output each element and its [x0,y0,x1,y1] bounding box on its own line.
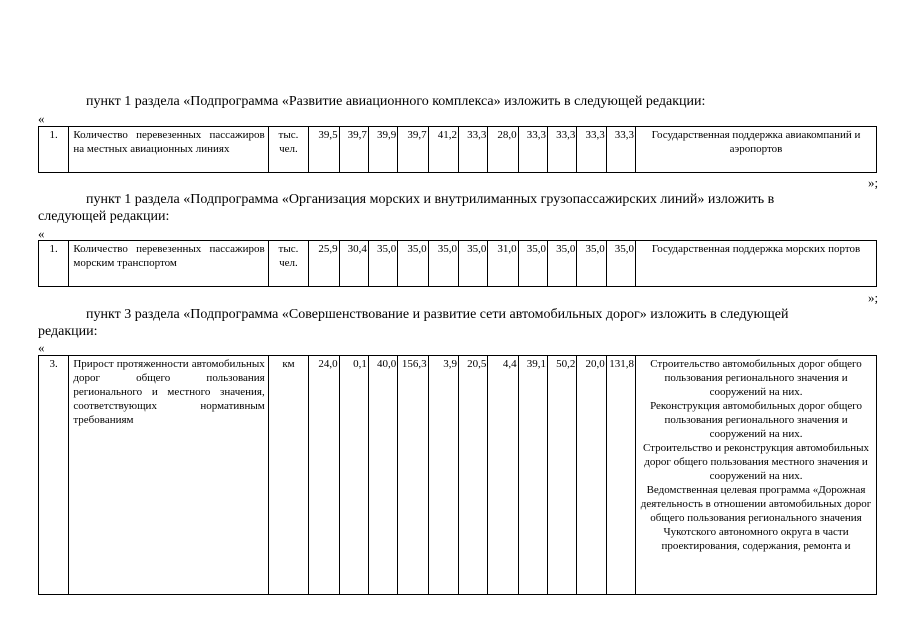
value-cell: 33,3 [458,127,487,173]
value-cell: 35,0 [458,241,487,287]
section1-table [38,126,877,173]
value-cell: 0,1 [339,356,368,595]
indicator-name: Прирост протяженности автомобильных дорог общего пользования регионального и местного значения, соответствующих нормативным требованиям [69,356,268,595]
value-cell: 33,3 [577,127,606,173]
section1-close-quote: »; [868,175,879,190]
value-cell: 39,5 [309,127,339,173]
value-cell: 39,1 [518,356,547,595]
measure-item: Ведомственная целевая программа «Дорожная деятельность в отношении автомобильных дорог общего пользования регионального значения Чукотского автономного округа в части проектирования, содержания, ремонта и [640,484,872,552]
value-cell: 33,3 [606,127,635,173]
value-cell: 39,7 [339,127,368,173]
value-cell: 40,0 [368,356,397,595]
section1-open-quote: « [38,111,45,126]
value-cell: 50,2 [548,356,577,595]
measures-cell: Государственная поддержка морских портов [636,241,877,287]
indicator-name: Количество перевезенных пассажиров морским транспортом [69,241,268,287]
section3-intro-line2: редакции: [38,324,98,339]
row-number: 1. [39,241,69,287]
section3-intro-line1: пункт 3 раздела «Подпрограмма «Совершенствование и развитие сети автомобильных дорог» изложить в следующей [86,307,789,322]
section2-close-quote: »; [868,290,879,305]
table-row [39,127,877,173]
measure-item: Реконструкция автомобильных дорог общего пользования регионального значения и сооружений на них. [650,400,862,440]
measures-cell [636,356,877,595]
value-cell: 156,3 [398,356,428,595]
value-cell: 33,3 [548,127,577,173]
value-cell: 35,0 [398,241,428,287]
value-cell: 20,5 [458,356,487,595]
value-cell: 35,0 [518,241,547,287]
value-cell: 131,8 [606,356,635,595]
table-row [39,356,877,595]
value-cell: 25,9 [309,241,339,287]
section2-table [38,240,877,287]
value-cell: 33,3 [518,127,547,173]
indicator-name: Количество перевезенных пассажиров на местных авиационных линиях [69,127,268,173]
value-cell: 20,0 [577,356,606,595]
unit: тыс. чел. [268,127,308,173]
section3-open-quote: « [38,340,45,355]
value-cell: 3,9 [428,356,458,595]
value-cell: 35,0 [368,241,397,287]
value-cell: 35,0 [548,241,577,287]
section2-intro-line2: следующей редакции: [38,209,170,224]
unit: км [268,356,308,595]
measure-item: Строительство автомобильных дорог общего пользования регионального значения и сооружений на них. [650,358,862,398]
value-cell: 28,0 [488,127,518,173]
section1-intro: пункт 1 раздела «Подпрограмма «Развитие авиационного комплекса» изложить в следующей редакции: [86,94,706,109]
section3-table [38,355,877,595]
value-cell: 31,0 [488,241,518,287]
measures-cell: Государственная поддержка авиакомпаний и аэропортов [636,127,877,173]
value-cell: 35,0 [606,241,635,287]
measure-item: Строительство и реконструкция автомобильных дорог общего пользования местного значения и сооружений на них. [642,442,870,482]
value-cell: 39,7 [398,127,428,173]
value-cell: 35,0 [577,241,606,287]
section2-intro-line1: пункт 1 раздела «Подпрограмма «Организация морских и внутрилиманных грузопассажирских линий» изложить в [86,192,775,207]
value-cell: 30,4 [339,241,368,287]
value-cell: 24,0 [309,356,339,595]
row-number: 1. [39,127,69,173]
row-number: 3. [39,356,69,595]
value-cell: 4,4 [488,356,518,595]
value-cell: 39,9 [368,127,397,173]
value-cell: 41,2 [428,127,458,173]
unit: тыс. чел. [268,241,308,287]
value-cell: 35,0 [428,241,458,287]
section2-open-quote: « [38,226,45,241]
table-row [39,241,877,287]
